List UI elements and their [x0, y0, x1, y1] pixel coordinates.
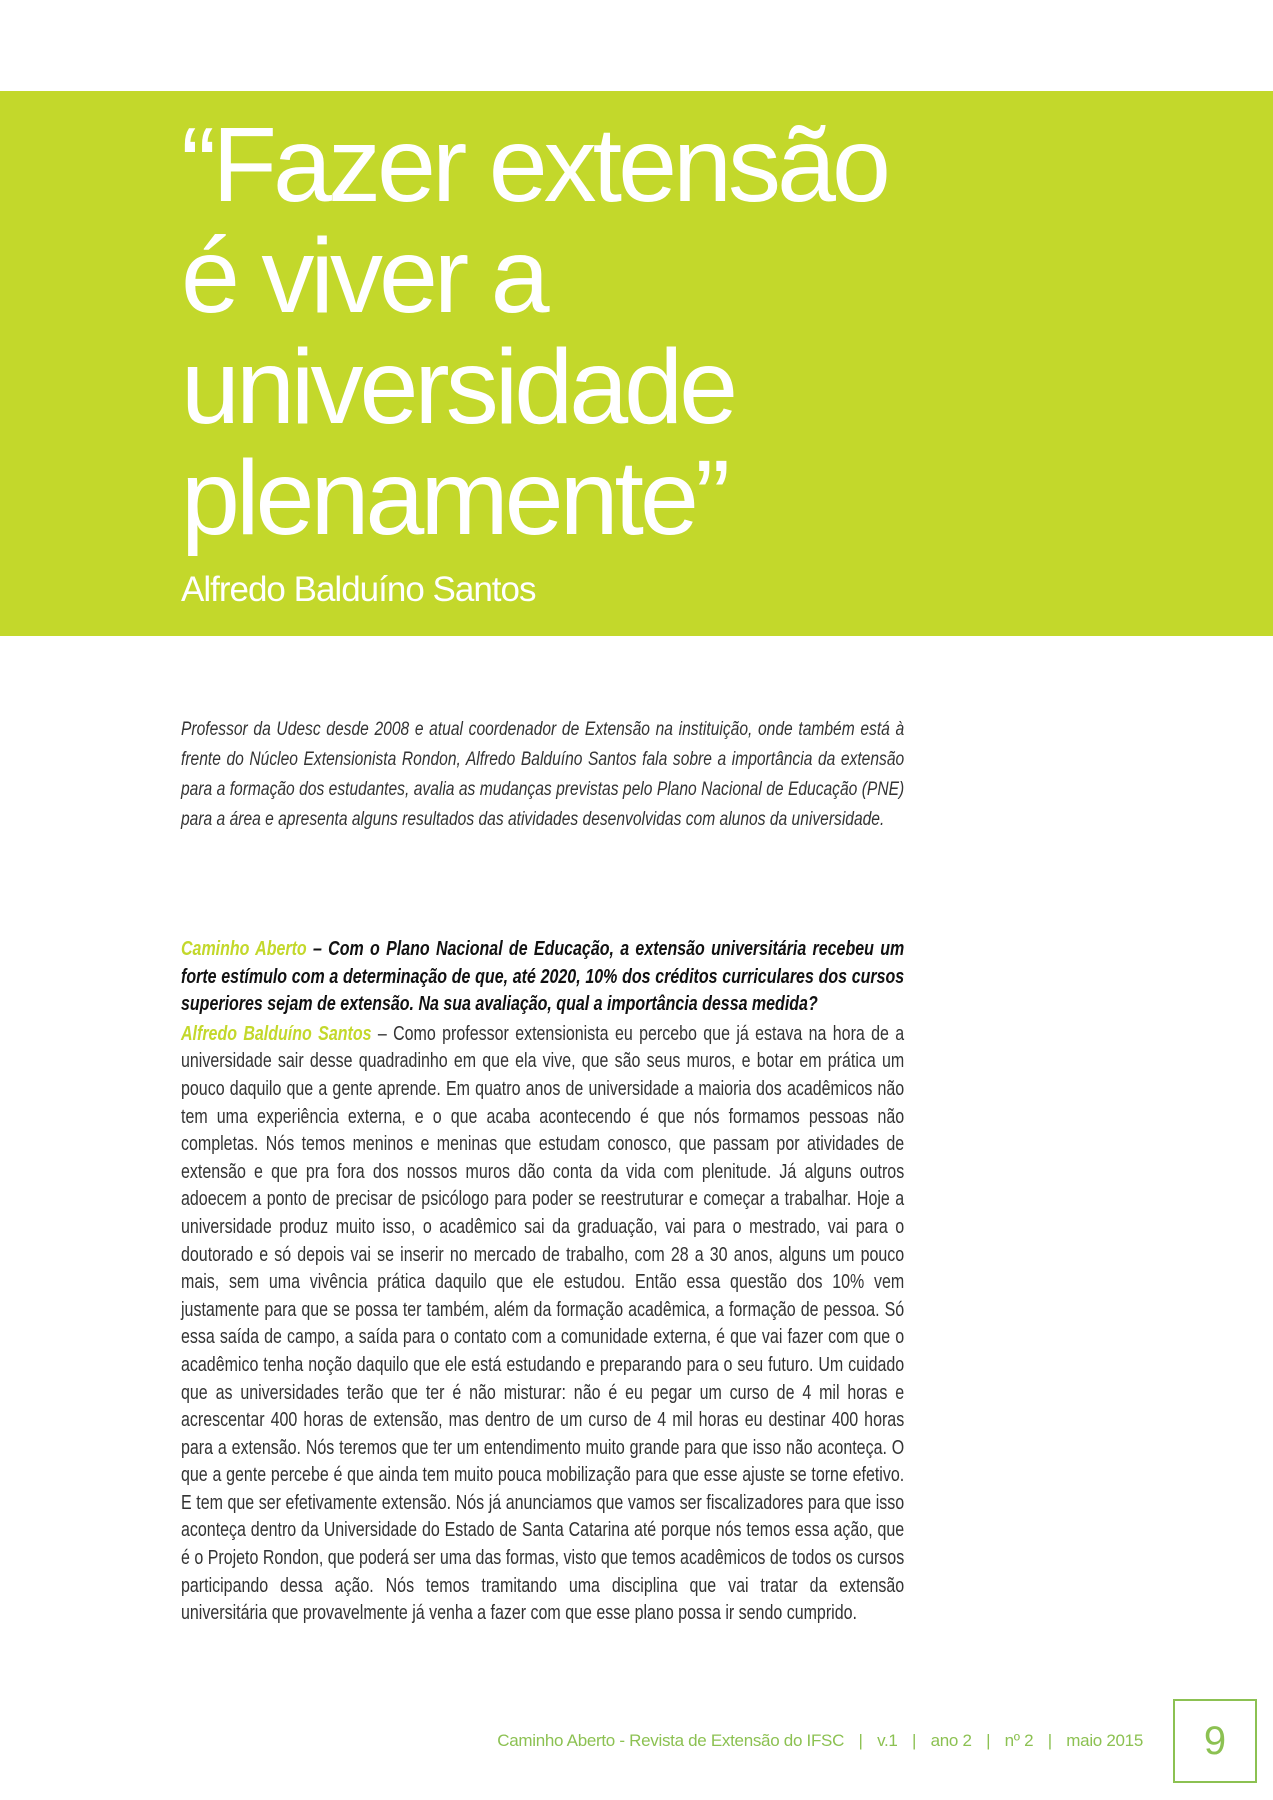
intro-paragraph: Professor da Udesc desde 2008 e atual coordenador de Extensão na instituição, onde também está à frente do Núcleo Extensionista Rondon, Alfredo Balduíno Santos fala sobre a importância da extensão para a formação dos estudantes, avalia as mudanças previstas pelo Plano Nacional de Educação (PNE) para a área e apresenta alguns resultados das atividades desenvolvidas com alunos da universidade. — [181, 718, 905, 830]
title-line: plenamente” — [181, 439, 727, 557]
question — [181, 936, 904, 1019]
page-number: 9 — [1173, 1699, 1257, 1783]
answer — [181, 1021, 904, 1628]
issue-date: maio 2015 — [1066, 1731, 1143, 1750]
year: ano 2 — [930, 1731, 972, 1750]
volume: v.1 — [877, 1731, 898, 1750]
issue-number: nº 2 — [1004, 1731, 1034, 1750]
separator: | — [858, 1731, 863, 1750]
answer-text: – Como professor extensionista eu percebo que já estava na hora de a universidade sair desse quadradinho em que ela vive, que são seus muros, e botar em prática um pouco daquilo que a gente aprende. Em quatro anos de universidade a maioria dos acadêmicos não tem uma experiência externa, e o que acaba acontecendo é que nós formamos pessoas não completas. Nós temos meninos e meninas que estudam conosco, que passam por atividades de extensão e que pra fora dos nossos muros dão conta da vida com plenitude. Já alguns outros adoecem a ponto de precisar de psicólogo para poder se reestruturar e começar a trabalhar. Hoje a universidade produz muito isso, o acadêmico sai da graduação, vai para o mestrado, vai para o doutorado e só depois vai se inserir no mercado de trabalho, com 28 a 30 anos, alguns um pouco mais, sem uma vivência prática daquilo que ele estudou. Então essa questão dos 10% vem justamente para que se possa ter também, além da formação acadêmica, a formação de pessoa. Só essa saída de campo, a saída para o contato com a comunidade externa, é que vai fazer com que o acadêmico tenha noção daquilo que ele está estudando e preparando para o seu futuro. Um cuidado que as universidades terão que ter é não misturar: não é eu pegar um curso de 4 mil horas e acrescentar 400 horas de extensão, mas dentro de um curso de 4 mil horas eu destinar 400 horas para a extensão. Nós teremos que ter um entendimento muito grande para que isso não aconteça. O que a gente percebe é que ainda tem muito pouca mobilização para que esse ajuste se torne efetivo. E tem que ser efetivamente extensão. Nós já anunciamos que vamos ser fiscalizadores para que isso aconteça dentro da Universidade do Estado de Santa Catarina até porque nós temos essa ação, que é o Projeto Rondon, que poderá ser uma das formas, visto que temos acadêmicos de todos os cursos participando dessa ação. Nós temos tramitando uma disciplina que vai tratar da extensão universitária que provavelmente já venha a fazer com que esse plano possa ir sendo cumprido. — [181, 1022, 905, 1625]
title-line: universidade — [181, 328, 735, 446]
answer-label: Alfredo Balduíno Santos — [181, 1022, 372, 1045]
page-title — [181, 106, 887, 557]
separator: | — [912, 1731, 917, 1750]
separator: | — [986, 1731, 991, 1750]
title-line: “Fazer extensão — [181, 106, 887, 224]
interviewee-name: Alfredo Balduíno Santos — [181, 570, 536, 609]
title-line: é viver a — [181, 217, 546, 335]
publication-name: Caminho Aberto - Revista de Extensão do IFSC — [497, 1731, 845, 1750]
question-label: Caminho Aberto — [181, 938, 307, 960]
question-text: – Com o Plano Nacional de Educação, a extensão universitária recebeu um forte estímulo com a determinação de que, até 2020, 10% dos créditos curriculares dos cursos superiores sejam de extensão. Na sua avaliação, qual a importância dessa medida? — [181, 938, 905, 1016]
interview — [181, 936, 904, 1628]
footer-citation — [497, 1731, 1143, 1751]
separator: | — [1047, 1731, 1052, 1750]
